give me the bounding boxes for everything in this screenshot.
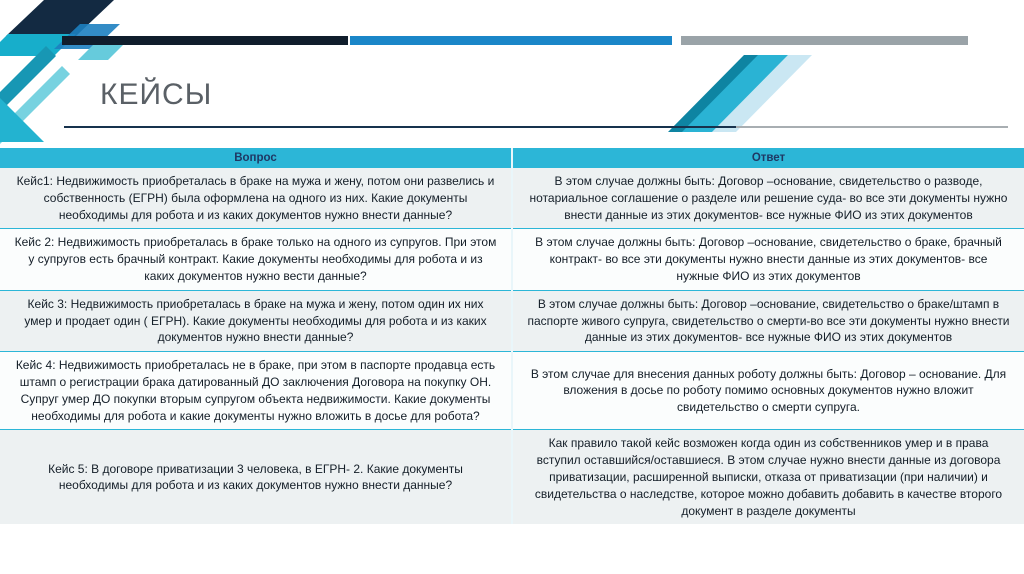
question-cell: Кейс1: Недвижимость приобреталась в браке на мужа и жену, потом они развелись и собственность (ЕГРН) была оформлена на одного из них. Какие документы необходимы для робота и из каких документов нужно внести данные?	[0, 168, 512, 229]
cases-table-body	[0, 168, 1024, 525]
cases-table-header	[0, 148, 1024, 168]
answer-cell: В этом случае должны быть: Договор –основание, свидетельство о браке/штамп в паспорте живого супруга, свидетельство о смерти-во все эти документы нужно внести данные из этих документов- все нужные ФИО из этих документов	[512, 290, 1024, 351]
title-divider-dark	[64, 126, 736, 128]
accent-bar-gray	[681, 36, 968, 45]
deco-right-teal	[680, 55, 788, 132]
question-cell: Кейс 5: В договоре приватизации 3 человека, в ЕГРН- 2. Какие документы необходимы для робота и из каких документов нужно внести данные?	[0, 430, 512, 524]
question-cell: Кейс 2: Недвижимость приобреталась в браке только на одного из супругов. При этом у супругов есть брачный контракт. Какие документы необходимы для робота и из каких документов нужно вести данные?	[0, 229, 512, 290]
accent-bar-dark	[62, 36, 348, 45]
deco-right-light	[712, 55, 812, 132]
answer-cell: В этом случае должны быть: Договор –основание, свидетельство о браке, брачный контракт- во все эти документы нужно внести данные из этих документов- все нужные ФИО из этих документов	[512, 229, 1024, 290]
header-row	[0, 148, 1024, 168]
answer-cell: Как правило такой кейс возможен когда один из собственников умер и в права вступил оставшийся/оставшиеся. В этом случае нужно внести данные из договора приватизации, расширенной выписки, отказа от приватизации (при наличии) и свидетельства о наследстве, которое можно добавить добавить в качестве второго документ в разделе документы	[512, 430, 1024, 524]
case-row-5	[0, 430, 1024, 524]
case-row-1	[0, 168, 1024, 229]
deco-stripe-1	[0, 46, 56, 112]
deco-right-dark	[668, 55, 758, 132]
case-row-2	[0, 229, 1024, 290]
question-cell: Кейс 4: Недвижимость приобреталась не в браке, при этом в паспорте продавца есть штамп о регистрации брака датированный ДО заключения Договора на покупку ОН. Супруг умер ДО покупки вторым супругом объекта недвижимости. Какие документы необходимы для робота и какие документы нужно вложить в досье для робота?	[0, 352, 512, 430]
case-row-3	[0, 290, 1024, 351]
question-cell: Кейс 3: Недвижимость приобреталась в браке на мужа и жену, потом один их них умер и продает один ( ЕГРН). Какие документы необходимы для робота и из каких документов нужно внести данные?	[0, 290, 512, 351]
deco-stripe-2	[0, 66, 70, 144]
answer-cell: В этом случае для внесения данных роботу должны быть: Договор – основание. Для вложения в досье по роботу помимо основных документов нужно вложит свидетельство о смерти супруга.	[512, 352, 1024, 430]
answer-cell: В этом случае должны быть: Договор –основание, свидетельство о разводе, нотариальное соглашение о разделе или решение суда- во все эти документы нужно внести данные из этих документов- все нужные ФИО из этих документов	[512, 168, 1024, 229]
accent-bar-blue	[350, 36, 672, 45]
cases-table	[0, 148, 1024, 524]
column-header-answer: Ответ	[512, 148, 1024, 168]
deco-navy-band	[6, 0, 114, 36]
column-header-question: Вопрос	[0, 148, 512, 168]
page-title: КЕЙСЫ	[100, 78, 213, 111]
title-divider	[64, 126, 1008, 128]
case-row-4	[0, 352, 1024, 430]
deco-triangle	[0, 98, 44, 142]
title-divider-gray	[736, 126, 1008, 128]
